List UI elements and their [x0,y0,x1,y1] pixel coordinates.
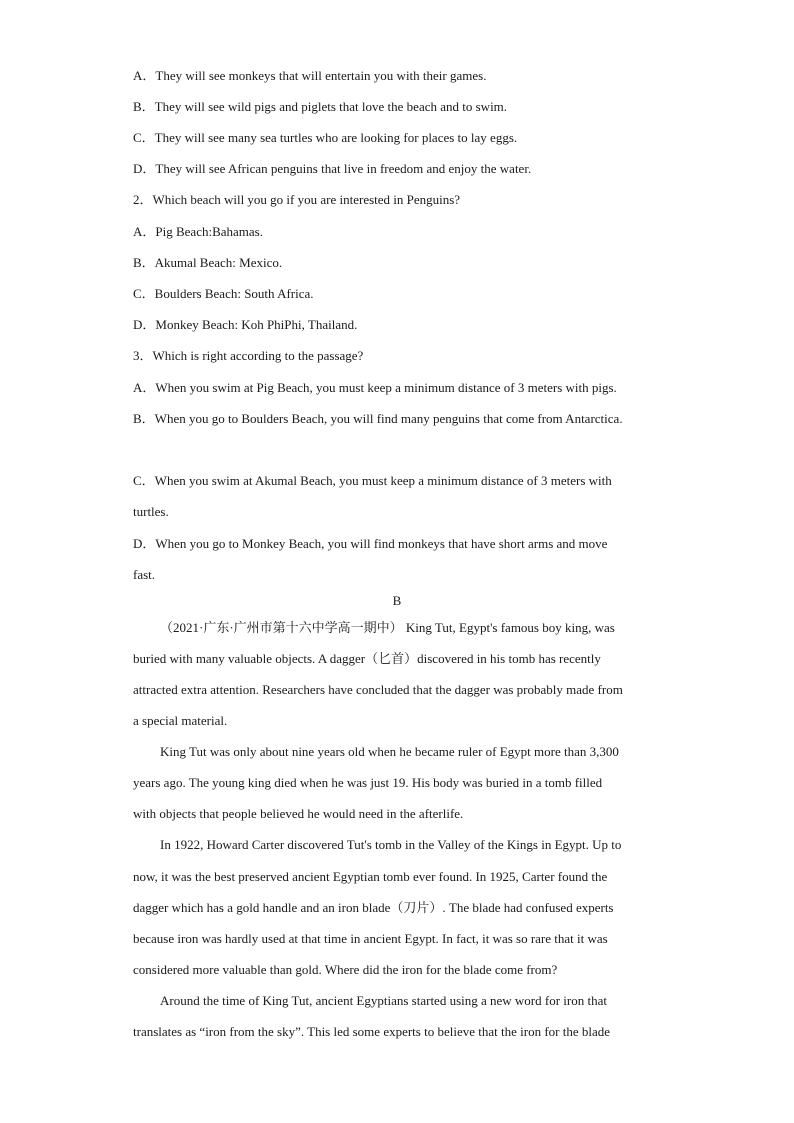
q2-stem: 2．Which beach will you go if you are interested in Penguins? [133,192,461,207]
q3-option-d-cont: fast. [133,567,156,582]
passage-line: Around the time of King Tut, ancient Egyptians started using a new word for iron that [160,993,607,1008]
q3-stem: 3．Which is right according to the passage? [133,348,364,363]
q2-option-d: D．Monkey Beach: Koh PhiPhi, Thailand. [133,317,358,332]
passage-line: attracted extra attention. Researchers have concluded that the dagger was probably made from [133,682,623,697]
passage-line: because iron was hardly used at that time in ancient Egypt. In fact, it was so rare that it was [133,931,608,946]
passage-line: now, it was the best preserved ancient Egyptian tomb ever found. In 1925, Carter found the [133,869,608,884]
passage-line: with objects that people believed he would need in the afterlife. [133,806,464,821]
passage-line: King Tut was only about nine years old when he became ruler of Egypt more than 3,300 [160,744,619,759]
passage-line: a special material. [133,713,228,728]
passage-line: considered more valuable than gold. Where did the iron for the blade come from? [133,962,558,977]
q1-option-a: A．They will see monkeys that will entertain you with their games. [133,68,487,83]
section-heading-b: B [392,593,402,608]
q1-option-c: C．They will see many sea turtles who are looking for places to lay eggs. [133,130,518,145]
passage-line: In 1922, Howard Carter discovered Tut's tomb in the Valley of the Kings in Egypt. Up to [160,837,622,852]
q3-option-a: A．When you swim at Pig Beach, you must keep a minimum distance of 3 meters with pigs. [133,380,617,395]
q3-option-b: B．When you go to Boulders Beach, you will find many penguins that come from Antarctica. [133,411,623,426]
q3-option-c-cont: turtles. [133,504,169,519]
passage-line: dagger which has a gold handle and an iron blade（刀片）. The blade had confused experts [133,900,614,915]
q3-option-c: C．When you swim at Akumal Beach, you must keep a minimum distance of 3 meters with [133,473,612,488]
q1-option-d: D．They will see African penguins that live in freedom and enjoy the water. [133,161,532,176]
q3-option-d: D．When you go to Monkey Beach, you will find monkeys that have short arms and move [133,536,608,551]
q1-option-b: B．They will see wild pigs and piglets that love the beach and to swim. [133,99,508,114]
passage-line: buried with many valuable objects. A dagger（匕首）discovered in his tomb has recently [133,651,601,666]
q2-option-b: B．Akumal Beach: Mexico. [133,255,283,270]
passage-line: years ago. The young king died when he was just 19. His body was buried in a tomb filled [133,775,603,790]
q2-option-c: C．Boulders Beach: South Africa. [133,286,314,301]
q2-option-a: A．Pig Beach:Bahamas. [133,224,263,239]
passage-line: translates as “iron from the sky”. This led some experts to believe that the iron for the blade [133,1024,611,1039]
passage-line: （2021·广东·广州市第十六中学高一期中） King Tut, Egypt's famous boy king, was [160,620,615,635]
